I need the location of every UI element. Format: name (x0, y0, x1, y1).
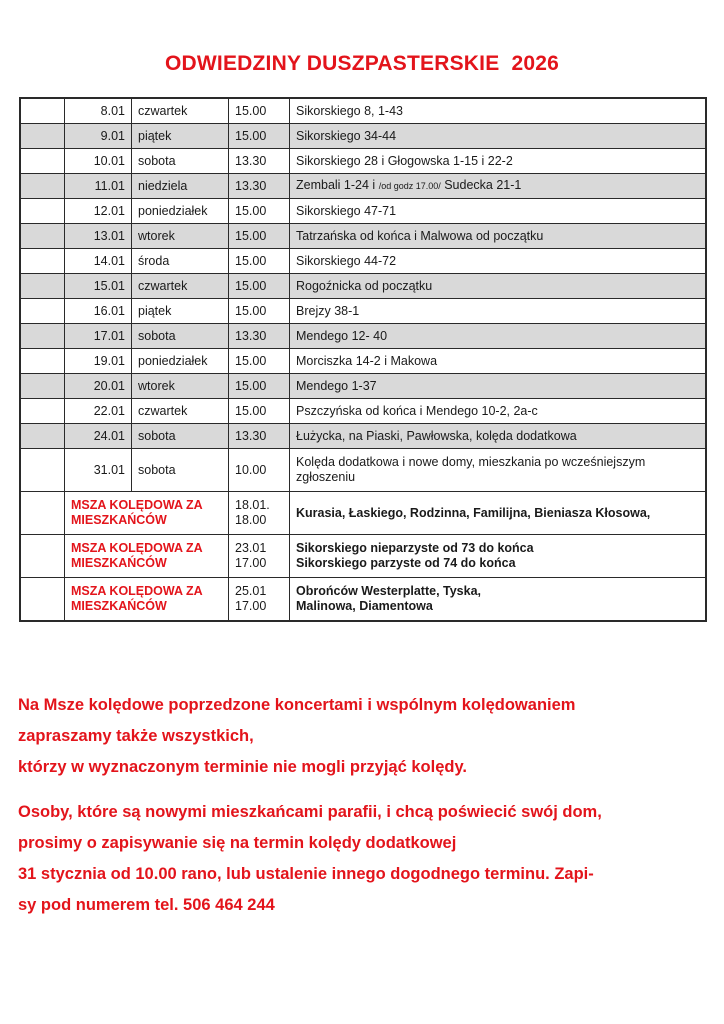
address-cell: Pszczyńska od końca i Mendego 10-2, 2a-c (290, 399, 707, 424)
date-cell: 14.01 (65, 249, 132, 274)
table-row (20, 324, 706, 349)
time-cell: 15.00 (229, 224, 290, 249)
day-cell: czwartek (132, 274, 229, 299)
table-row (20, 199, 706, 224)
time-cell: 15.00 (229, 274, 290, 299)
table-row (20, 399, 706, 424)
date-cell: 19.01 (65, 349, 132, 374)
empty-cell (20, 535, 65, 578)
empty-cell (20, 174, 65, 199)
table-row (20, 349, 706, 374)
table-row (20, 424, 706, 449)
date-cell: 16.01 (65, 299, 132, 324)
schedule-table (19, 97, 707, 622)
empty-cell (20, 249, 65, 274)
date-cell: 12.01 (65, 199, 132, 224)
table-row (20, 124, 706, 149)
time-cell: 15.00 (229, 374, 290, 399)
date-cell: 22.01 (65, 399, 132, 424)
mass-datetime (229, 578, 290, 622)
empty-cell (20, 199, 65, 224)
note-line: którzy w wyznaczonym terminie nie mogli przyjąć kolędy. (18, 758, 467, 776)
mass-label-line: MSZA KOLĘDOWA ZA (71, 541, 203, 555)
empty-cell (20, 399, 65, 424)
mass-datetime (229, 492, 290, 535)
mass-streets (290, 578, 707, 622)
table-row (20, 249, 706, 274)
time-cell: 13.30 (229, 149, 290, 174)
address-cell (290, 174, 707, 199)
time-cell: 15.00 (229, 199, 290, 224)
date-cell: 8.01 (65, 98, 132, 124)
date-cell: 15.01 (65, 274, 132, 299)
address-line: Kolęda dodatkowa i nowe domy, mieszkania po wcześniejszym (296, 455, 646, 469)
mass-streets (290, 535, 707, 578)
street-line: Sikorskiego nieparzyste od 73 do końca (296, 541, 534, 555)
mass-row (20, 535, 706, 578)
mass-datetime (229, 535, 290, 578)
day-cell: poniedziałek (132, 199, 229, 224)
table-row (20, 149, 706, 174)
time-cell: 15.00 (229, 124, 290, 149)
day-cell: wtorek (132, 224, 229, 249)
empty-cell (20, 124, 65, 149)
mass-time: 17.00 (235, 556, 267, 570)
street-line: Malinowa, Diamentowa (296, 599, 433, 613)
mass-row (20, 492, 706, 535)
street-line: Kurasia, Łaskiego, Rodzinna, Familijna, Bieniasza Kłosowa, (296, 505, 651, 520)
address-cell: Brejzy 38-1 (290, 299, 707, 324)
time-cell: 10.00 (229, 449, 290, 492)
time-cell: 13.30 (229, 324, 290, 349)
address-cell: Sikorskiego 28 i Głogowska 1-15 i 22-2 (290, 149, 707, 174)
address-cell: Rogoźnicka od początku (290, 274, 707, 299)
mass-label (65, 578, 229, 622)
table-row (20, 449, 706, 492)
table-row (20, 374, 706, 399)
day-cell: niedziela (132, 174, 229, 199)
day-cell: środa (132, 249, 229, 274)
address-cell: Sikorskiego 34-44 (290, 124, 707, 149)
empty-cell (20, 149, 65, 174)
address-cell: Sikorskiego 44-72 (290, 249, 707, 274)
day-cell: wtorek (132, 374, 229, 399)
address-cell (290, 449, 707, 492)
time-cell: 15.00 (229, 299, 290, 324)
address-part: Sudecka 21-1 (440, 178, 522, 192)
day-cell: sobota (132, 424, 229, 449)
table-row (20, 274, 706, 299)
mass-label-line: MSZA KOLĘDOWA ZA (71, 584, 203, 598)
table-row (20, 174, 706, 199)
address-cell: Mendego 1-37 (290, 374, 707, 399)
day-cell: sobota (132, 449, 229, 492)
document-title: ODWIEDZINY DUSZPASTERSKIE 2026 (164, 52, 559, 75)
time-cell: 15.00 (229, 349, 290, 374)
mass-time: 17.00 (235, 599, 267, 613)
empty-cell (20, 274, 65, 299)
empty-cell (20, 449, 65, 492)
day-cell: poniedziałek (132, 349, 229, 374)
empty-cell (20, 578, 65, 622)
address-cell: Łużycka, na Piaski, Pawłowska, kolęda dodatkowa (290, 424, 707, 449)
mass-label-line: MIESZKAŃCÓW (71, 513, 167, 527)
table-row (20, 224, 706, 249)
street-line: Obrońców Westerplatte, Tyska, (296, 584, 482, 598)
mass-label (65, 492, 229, 535)
note-line: Na Msze kolędowe poprzedzone koncertami i wspólnym kolędowaniem (18, 696, 576, 714)
date-cell: 24.01 (65, 424, 132, 449)
day-cell: sobota (132, 324, 229, 349)
address-time-note: /od godz 17.00/ (378, 181, 441, 191)
address-part: Zembali 1-24 i (296, 178, 379, 192)
day-cell: piątek (132, 299, 229, 324)
date-cell: 20.01 (65, 374, 132, 399)
day-cell: piątek (132, 124, 229, 149)
note-line: zapraszamy także wszystkich, (18, 727, 254, 745)
mass-date: 23.01 (235, 541, 267, 555)
time-cell: 13.30 (229, 174, 290, 199)
empty-cell (20, 98, 65, 124)
time-cell: 15.00 (229, 399, 290, 424)
mass-time: 18.00 (235, 513, 267, 527)
date-cell: 13.01 (65, 224, 132, 249)
mass-date: 25.01 (235, 584, 267, 598)
address-cell: Sikorskiego 8, 1-43 (290, 98, 707, 124)
note-line: Osoby, które są nowymi mieszkańcami parafii, i chcą poświecić swój dom, (18, 803, 602, 821)
empty-cell (20, 224, 65, 249)
date-cell: 9.01 (65, 124, 132, 149)
mass-label-line: MIESZKAŃCÓW (71, 599, 167, 613)
mass-streets (290, 492, 707, 535)
day-cell: sobota (132, 149, 229, 174)
address-line: zgłoszeniu (296, 470, 356, 484)
empty-cell (20, 299, 65, 324)
invitation-note (18, 690, 708, 783)
address-cell: Sikorskiego 47-71 (290, 199, 707, 224)
day-cell: czwartek (132, 399, 229, 424)
note-line: 31 stycznia od 10.00 rano, lub ustalenie innego dogodnego terminu. Zapi- (18, 865, 594, 883)
mass-row (20, 578, 706, 622)
mass-date: 18.01. (235, 498, 270, 512)
street-line: Sikorskiego parzyste od 74 do końca (296, 556, 516, 570)
date-cell: 31.01 (65, 449, 132, 492)
empty-cell (20, 349, 65, 374)
empty-cell (20, 374, 65, 399)
note-line: prosimy o zapisywanie się na termin kolędy dodatkowej (18, 834, 457, 852)
mass-label (65, 535, 229, 578)
note-line: sy pod numerem tel. 506 464 244 (18, 896, 275, 914)
mass-label-line: MSZA KOLĘDOWA ZA (71, 498, 203, 512)
address-cell: Morciszka 14-2 i Makowa (290, 349, 707, 374)
date-cell: 10.01 (65, 149, 132, 174)
table-row (20, 98, 706, 124)
time-cell: 15.00 (229, 98, 290, 124)
date-cell: 11.01 (65, 174, 132, 199)
address-cell: Tatrzańska od końca i Malwowa od początku (290, 224, 707, 249)
empty-cell (20, 324, 65, 349)
date-cell: 17.01 (65, 324, 132, 349)
time-cell: 15.00 (229, 249, 290, 274)
address-cell: Mendego 12- 40 (290, 324, 707, 349)
day-cell: czwartek (132, 98, 229, 124)
empty-cell (20, 424, 65, 449)
empty-cell (20, 492, 65, 535)
mass-label-line: MIESZKAŃCÓW (71, 556, 167, 570)
time-cell: 13.30 (229, 424, 290, 449)
registration-note (18, 797, 708, 921)
table-row (20, 299, 706, 324)
